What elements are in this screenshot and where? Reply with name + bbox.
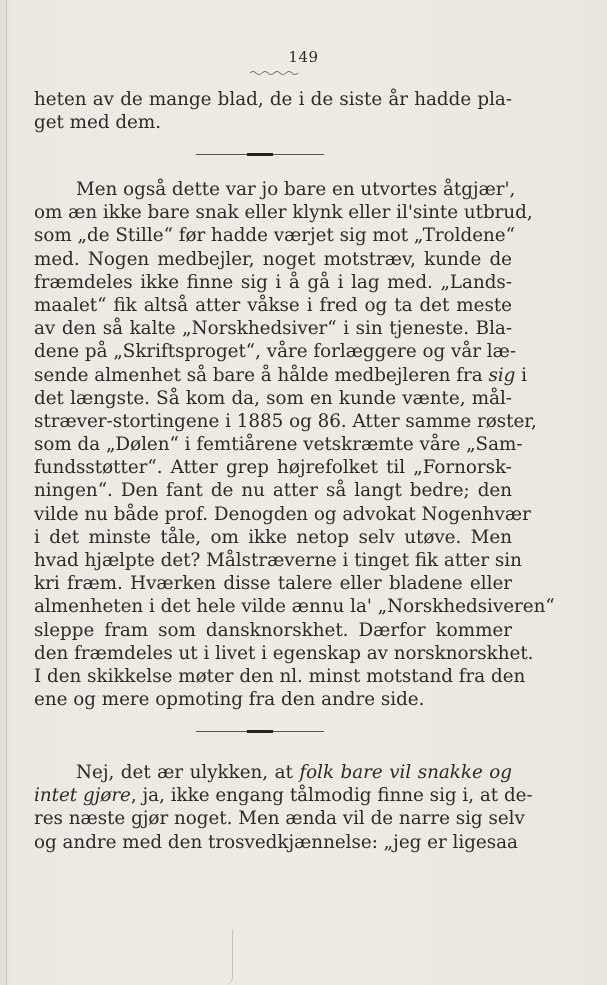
text-line: hvad hjælpte det? Målstræverne i tinget fik atter sin [34,550,522,571]
paragraph-main [34,178,555,711]
text-line: ningen“. Den fant de nu atter så langt bedre; den [34,480,512,502]
text-line: heten av de mange blad, de i de siste år hadde pla- [34,89,512,110]
text-line: sende almenhet så bare å hålde medbejleren fra sig i [34,364,528,386]
text-line: om æn ikke bare snak eller klynk eller il'sinte utbrud, [34,202,533,224]
section-divider [196,731,324,732]
text-line: Men også dette var jo bare en utvortes åtgjær', [76,179,516,200]
emphasis-text: folk bare vil snakke og [299,762,512,783]
text-line: almenheten i det hele vilde ænnu la' „Norskhedsiveren“ [34,596,555,618]
text-line: kri fræm. Hværken disse talere eller bladene eller [34,573,512,595]
text-line: Nej, det ær ulykken, at folk bare vil snakke og [76,762,512,783]
text-line: intet gjøre, ja, ikke engang tålmodig finne sig i, at de- [34,785,533,807]
emphasis-text: intet gjøre [34,785,131,807]
paragraph-intro [34,88,512,134]
text-line: dene på „Skriftsproget“, våre forlæggere og vår læ- [34,341,517,363]
text-line: med. Nogen medbejler, noget motstræv, kunde de [34,248,512,270]
text-line: vilde nu både prof. Denogden og advokat Nogenhvær [34,503,531,525]
text-line: get med dem. [34,112,162,134]
page-spine-edge [6,0,7,985]
page-number-ornament [250,70,300,76]
text-line: I den skikkelse møter den nl. minst motstand fra den [34,665,526,687]
page-fold-shadow [0,930,233,985]
text-line: det længste. Så kom da, som en kunde vænte, mål- [34,387,512,409]
emphasis-text: sig [488,364,516,386]
divider-center-bar [247,730,273,733]
divider-center-bar [247,153,273,156]
text-line: stræver-stortingene i 1885 og 86. Atter samme røster, [34,410,537,432]
text-line: som „de Stille“ før hadde værjet sig mot „Troldene“ [34,225,515,247]
text-line: og andre med den trosvedkjænnelse: „jeg er ligesaa [34,831,518,853]
text-line: fræmdeles ikke finne sig i å gå i lag med. „Lands- [34,271,512,293]
paragraph-closing [34,761,533,854]
text-line: ene og mere opmoting fra den andre side. [34,689,425,711]
section-divider [196,154,324,155]
text-line: den fræmdeles ut i livet i egenskap av norsknorskhet. [34,642,534,664]
page-number: 149 [288,48,319,66]
text-line: fundsstøtter“. Atter grep højrefolket til „Fornorsk- [34,457,512,479]
text-line: av den så kalte „Norskhedsiver“ i sin tjeneste. Bla- [34,318,512,340]
text-line: i det minste tåle, om ikke netop selv utøve. Men [34,526,512,548]
text-line: res næste gjør noget. Men ænda vil de narre sig selv [34,808,525,830]
text-line: sleppe fram som dansknorskhet. Dærfor kommer [34,619,512,641]
text-line: maalet“ fik altså atter våkse i fred og ta det meste [34,294,512,316]
text-line: som da „Dølen“ i femtiårene vetskræmte våre „Sam- [34,434,523,456]
